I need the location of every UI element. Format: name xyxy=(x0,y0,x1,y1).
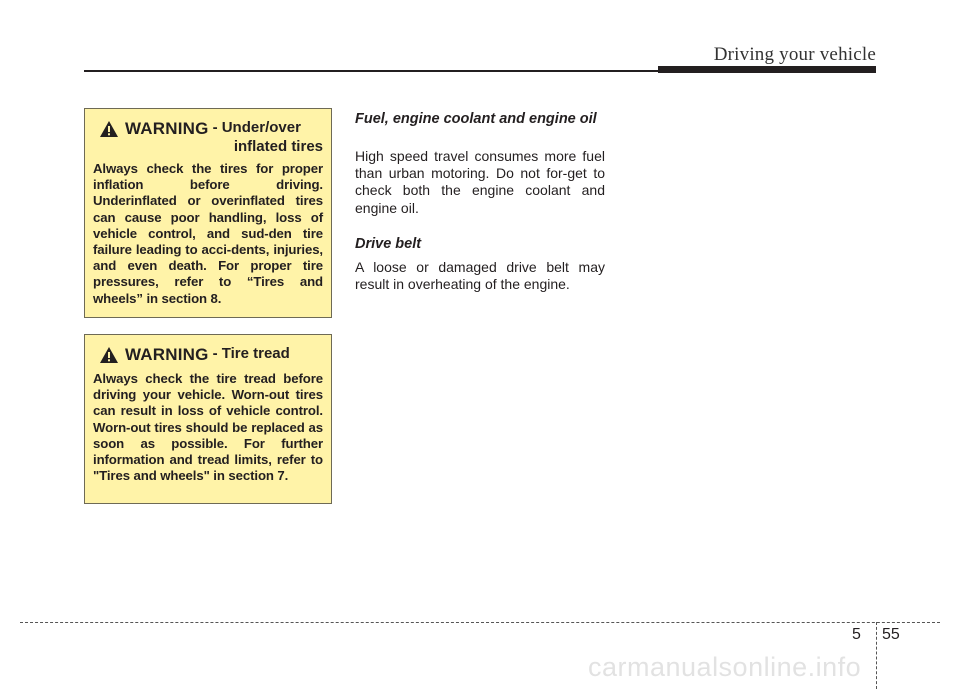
section-text-fuel: High speed travel consumes more fuel than urban motoring. Do not for-get to check both the engine coolant and engine oil. xyxy=(355,148,605,216)
section-heading-drive-belt: Drive belt xyxy=(355,236,422,252)
warning-label: WARNING xyxy=(125,345,209,364)
warning-subtitle: - Tire tread xyxy=(212,345,290,362)
section-text-drive-belt: A loose or damaged drive belt may result in overheating of the engine. xyxy=(355,259,605,293)
warning-triangle-icon xyxy=(99,120,119,138)
chapter-number: 5 xyxy=(852,626,861,643)
warning-body: Always check the tire tread before driving your vehicle. Worn-out tires can result in loss of vehicle control. Worn-out tires should be replaced as soon as possible. For further information and tread limits, refer to "Tires and wheels" in section 7. xyxy=(93,371,323,484)
warning-header xyxy=(99,119,323,155)
footer-divider xyxy=(20,622,940,623)
watermark: carmanualsonline.info xyxy=(588,652,862,682)
warning-subtitle-line2: inflated tires xyxy=(233,138,323,155)
warning-header xyxy=(99,345,323,365)
warning-body: Always check the tires for proper inflation before driving. Underinflated or overinflated tires can cause poor handling, loss of vehicle control, and sud-den tire failure leading to acci-dents, injuries, and even death. For proper tire pressures, refer to “Tires and wheels” in section 8. xyxy=(93,161,323,306)
warning-triangle-icon xyxy=(99,346,119,364)
warning-subtitle: - Under/over xyxy=(212,119,301,136)
warning-label: WARNING xyxy=(125,119,209,138)
page-number: 55 xyxy=(882,626,900,643)
section-heading-fuel: Fuel, engine coolant and engine oil xyxy=(355,111,597,127)
footer-vertical-divider xyxy=(876,622,877,689)
page-header-title: Driving your vehicle xyxy=(713,44,876,65)
header-rule-thin xyxy=(84,70,660,72)
warning-box-tread xyxy=(84,334,332,504)
warning-box-inflation xyxy=(84,108,332,318)
header-rule-thick xyxy=(658,66,876,73)
